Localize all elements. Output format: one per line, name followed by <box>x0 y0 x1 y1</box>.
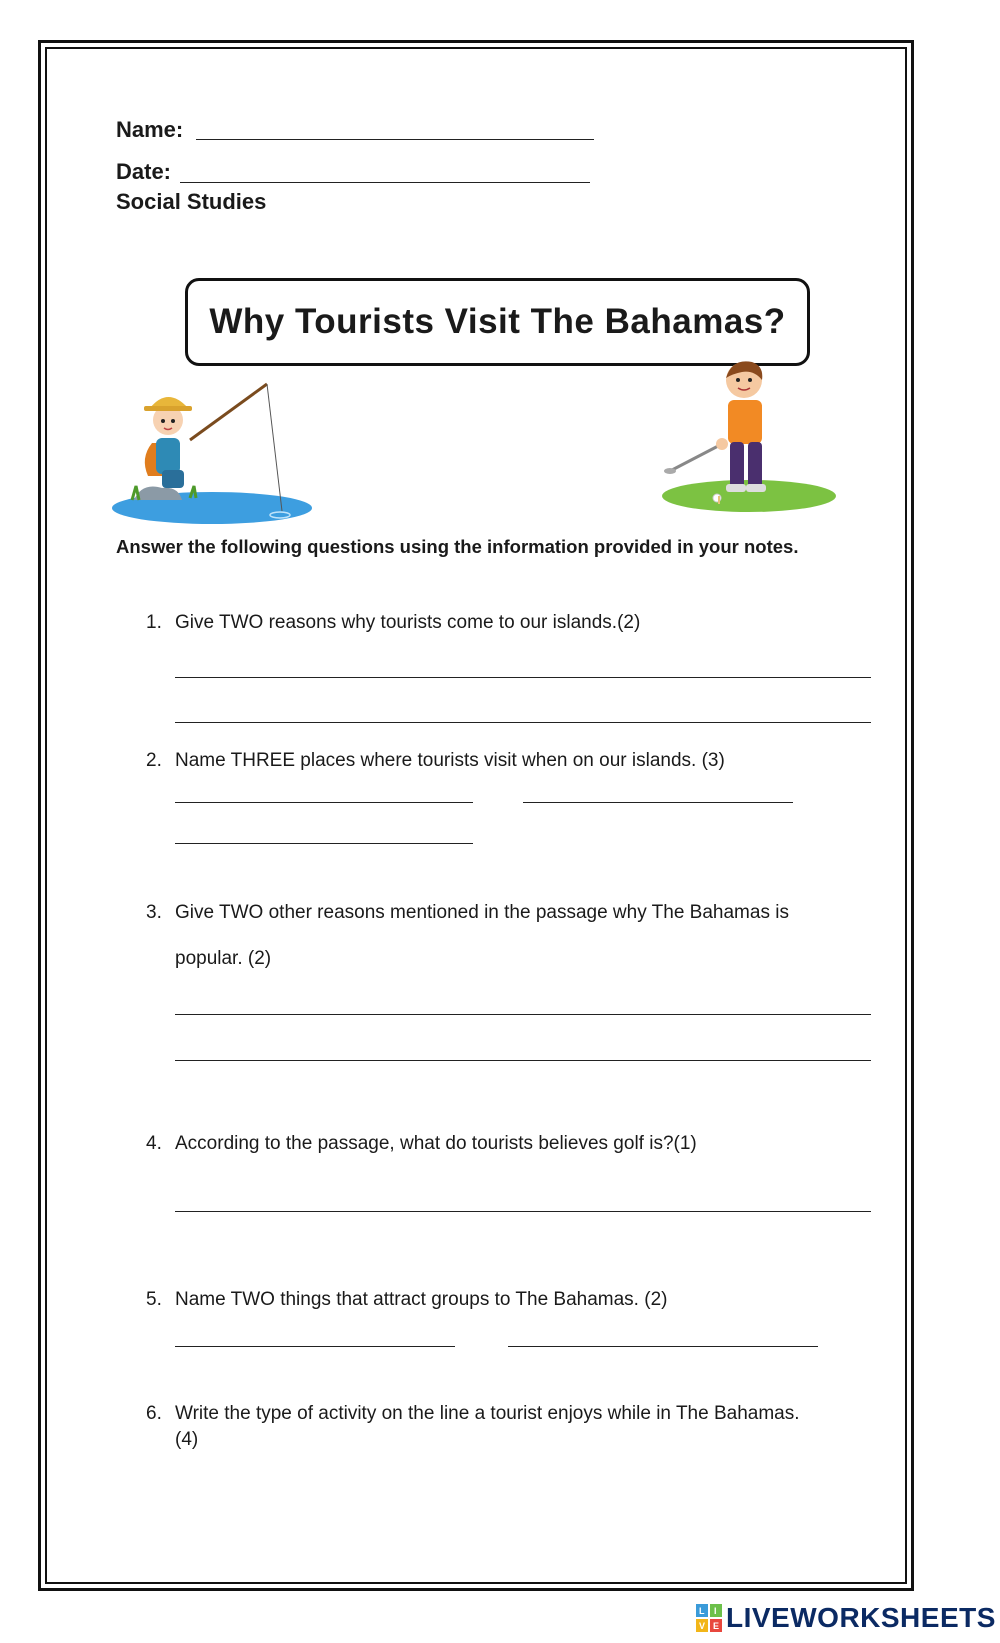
subject-label: Social Studies <box>116 189 267 214</box>
question-2-text: Name THREE places where tourists visit when on our islands. (3) <box>175 750 725 771</box>
answer-line[interactable] <box>175 802 473 803</box>
answer-line[interactable] <box>175 1060 871 1061</box>
fishing-rod <box>190 384 267 440</box>
logo-text: LIVEWORKSHEETS <box>726 1602 996 1633</box>
title-box <box>185 278 810 366</box>
fishing-girl-illustration <box>112 378 322 528</box>
question-5-text: Name TWO things that attract groups to The Bahamas. (2) <box>175 1289 668 1310</box>
svg-text:I: I <box>714 1606 717 1616</box>
question-6-text: Write the type of activity on the line a tourist enjoys while in The Bahamas. <box>175 1403 800 1424</box>
answer-line[interactable] <box>508 1346 818 1347</box>
golf-boy-illustration <box>662 358 837 518</box>
answer-line[interactable] <box>175 677 871 678</box>
answer-line[interactable] <box>523 802 793 803</box>
question-3-text: Give TWO other reasons mentioned in the passage why The Bahamas is <box>175 902 789 923</box>
date-field[interactable] <box>180 182 590 183</box>
question-4-text: According to the passage, what do tourists believes golf is?(1) <box>175 1133 697 1154</box>
svg-text:V: V <box>699 1621 706 1631</box>
answer-line[interactable] <box>175 1346 455 1347</box>
name-label: Name: <box>116 117 184 142</box>
name-field[interactable] <box>196 139 594 140</box>
answer-line[interactable] <box>175 722 871 723</box>
question-4-number: 4. <box>146 1133 162 1154</box>
svg-text:E: E <box>713 1621 720 1631</box>
question-3-text-continued: popular. (2) <box>175 948 272 969</box>
date-label: Date: <box>116 159 172 184</box>
question-3-number: 3. <box>146 902 162 923</box>
instructions-text: Answer the following questions using the information provided in your notes. <box>116 536 799 557</box>
answer-line[interactable] <box>175 1014 871 1015</box>
question-1-number: 1. <box>146 612 162 633</box>
page-title: Why Tourists Visit The Bahamas? <box>209 302 786 341</box>
golf-club <box>672 444 722 470</box>
answer-line[interactable] <box>175 1211 871 1212</box>
question-2-number: 2. <box>146 750 162 771</box>
question-6-number: 6. <box>146 1403 162 1424</box>
question-5-number: 5. <box>146 1289 162 1310</box>
answer-line[interactable] <box>175 843 473 844</box>
rock <box>134 487 182 501</box>
logo-blocks-icon <box>696 1604 722 1632</box>
liveworksheets-logo[interactable] <box>696 1601 996 1635</box>
svg-text:L: L <box>699 1606 705 1616</box>
question-1-text: Give TWO reasons why tourists come to our islands.(2) <box>175 612 641 633</box>
question-6-text-continued: (4) <box>175 1429 199 1450</box>
